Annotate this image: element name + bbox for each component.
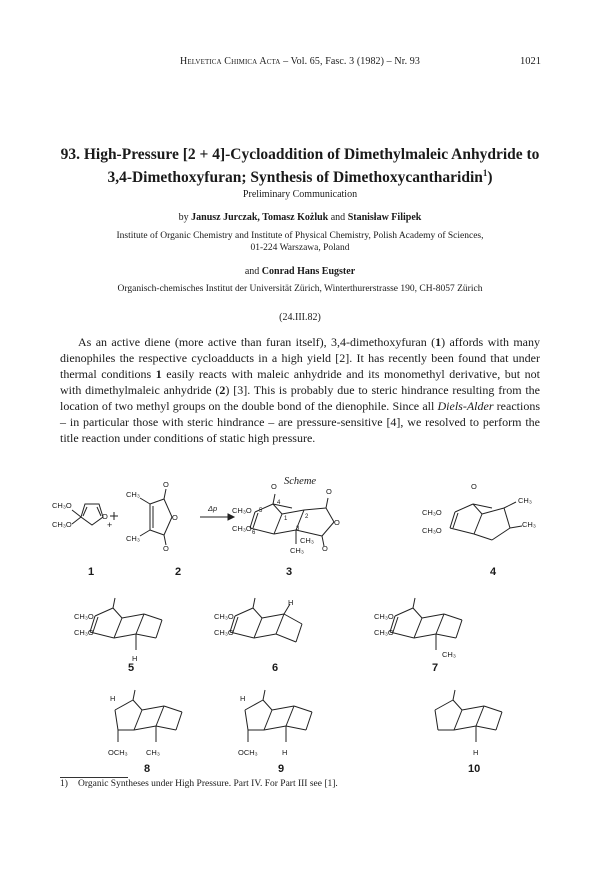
compound-label-1: 1 bbox=[88, 566, 95, 578]
author-names-1: Janusz Jurczak, Tomasz Kożluk bbox=[191, 212, 329, 223]
label-ch3: CH₃ bbox=[442, 650, 456, 659]
locant-2: 2 bbox=[305, 514, 309, 520]
scheme-label: Scheme bbox=[284, 476, 317, 487]
title-line-1: 93. High-Pressure [2 + 4]-Cycloaddition of Dimethylmaleic Anhydride to bbox=[60, 146, 540, 163]
label-h: H bbox=[110, 694, 116, 703]
label-ome: CH₃O bbox=[374, 628, 394, 637]
label-ch3: CH₃ bbox=[522, 520, 536, 529]
footnote-text: Organic Syntheses under High Pressure. Part IV. For Part III see [1]. bbox=[78, 779, 338, 789]
footnote-rule bbox=[60, 777, 128, 778]
label-o: O bbox=[102, 512, 108, 521]
label-ome: CH₃O bbox=[422, 508, 442, 517]
structure-3 bbox=[250, 494, 334, 546]
structure-7 bbox=[390, 598, 462, 650]
structure-9 bbox=[245, 690, 312, 742]
label-ome: CH₃O bbox=[74, 612, 94, 621]
structure-5 bbox=[90, 598, 162, 650]
label-ome: CH₃O bbox=[52, 520, 72, 529]
label-o: O bbox=[163, 544, 169, 553]
structure-1 bbox=[72, 504, 103, 525]
received-date: (24.III.82) bbox=[279, 312, 321, 323]
label-ch3: CH₃ bbox=[300, 536, 314, 545]
label-ch3: CH₃ bbox=[290, 546, 304, 555]
compound-label-3: 3 bbox=[286, 566, 293, 578]
article-title: 93. High-Pressure [2 + 4]-Cycloaddition of Dimethylmaleic Anhydride to 3,4-Dimethoxyfuran; Synthesis of Dimethoxycantharidin$^1$) bbox=[40, 145, 560, 187]
article-type: Preliminary Communication bbox=[242, 189, 358, 200]
journal-name: Helvetica Chimica Acta bbox=[180, 56, 281, 67]
label-ch3: CH₃ bbox=[126, 490, 140, 499]
affiliation-1: Institute of Organic Chemistry and Institute of Physical Chemistry, Polish Academy of Sciences, 01-224 Warszawa, Poland bbox=[116, 231, 484, 253]
label-o: O bbox=[322, 544, 328, 553]
compound-label-4: 4 bbox=[490, 566, 497, 578]
label-o: O bbox=[334, 518, 340, 527]
footnote bbox=[60, 779, 540, 789]
reaction-arrow bbox=[200, 514, 234, 520]
title-line-2: 3,4-Dimethoxyfuran; Synthesis of Dimethoxycantharidin bbox=[107, 169, 483, 187]
structure-4 bbox=[450, 502, 522, 540]
locant-6: 6 bbox=[252, 530, 256, 536]
label-h: H bbox=[132, 654, 138, 663]
label-o: O bbox=[172, 513, 178, 522]
label-ome: CH₃O bbox=[422, 526, 442, 535]
compound-label-5: 5 bbox=[128, 662, 135, 674]
locant-4: 4 bbox=[277, 500, 281, 506]
label-ch3: CH₃ bbox=[126, 534, 140, 543]
compound-label-7: 7 bbox=[432, 662, 439, 674]
author-names-2: Stanisław Filipek bbox=[347, 212, 422, 223]
label-ch3: CH₃ bbox=[146, 748, 160, 757]
compound-label-2: 2 bbox=[175, 566, 182, 578]
footnote-mark: 1) bbox=[60, 779, 68, 789]
label-ome: CH₃O bbox=[232, 506, 252, 515]
volume-issue: – Vol. 65, Fasc. 3 (1982) – Nr. 93 bbox=[283, 56, 420, 67]
locant-5: 5 bbox=[259, 508, 263, 514]
title-footnote-mark: 1 bbox=[482, 168, 488, 178]
label-h: H bbox=[473, 748, 479, 757]
label-o: O bbox=[271, 482, 277, 491]
label-h: H bbox=[240, 694, 246, 703]
structure-2 bbox=[140, 489, 172, 545]
page-number: 1021 bbox=[520, 56, 541, 67]
label-o: O bbox=[163, 480, 169, 489]
label-h: H bbox=[288, 598, 294, 607]
structure-10 bbox=[435, 690, 502, 742]
plus-sign: + bbox=[107, 520, 113, 530]
label-o: O bbox=[471, 482, 477, 491]
label-ch3: CH₃ bbox=[518, 496, 532, 505]
compound-label-9: 9 bbox=[278, 763, 285, 775]
scheme-drawing bbox=[60, 486, 550, 778]
affiliation-2: Organisch-chemisches Institut der Universität Zürich, Winterthurerstrasse 190, CH-8057 Zürich bbox=[117, 284, 483, 294]
label-h: H bbox=[282, 748, 288, 757]
label-ome: CH₃O bbox=[232, 524, 252, 533]
compound-label-10: 10 bbox=[468, 763, 481, 775]
compound-label-6: 6 bbox=[272, 662, 279, 674]
locant-3: 3 bbox=[296, 526, 300, 532]
label-och3: OCH₃ bbox=[238, 748, 258, 757]
byline-2: and Conrad Hans Eugster bbox=[244, 266, 356, 277]
label-ome: CH₃O bbox=[214, 628, 234, 637]
structure-8 bbox=[115, 690, 182, 742]
byline: by Janusz Jurczak, Tomasz Kożluk and Stanisław Filipek bbox=[178, 212, 422, 223]
body-paragraph: As an active diene (more active than furan itself), 3,4-dimethoxyfuran (1) affords with many dienophiles the respective cycloadducts in a high yield [2]. It has recently been found that under thermal conditions 1 easily reacts with maleic anhydride and its monomethyl derivative, but not with dimethylmaleic anhydride (2) [3]. This is probably due to steric hindrance resulting from the location of two methyl groups on the double bond of the dienophile. Since all Diels-Alder reactions – in particular those with steric hindrance – are pressure-sensitive [4], we resolved to perform the title reaction under conditions of static high pressure. bbox=[60, 335, 540, 445]
arrow-label: Δp bbox=[208, 504, 218, 513]
locant-1: 1 bbox=[284, 516, 288, 522]
label-ome: CH₃O bbox=[74, 628, 94, 637]
label-och3: OCH₃ bbox=[108, 748, 128, 757]
compound-label-8: 8 bbox=[144, 763, 151, 775]
label-ome: CH₃O bbox=[374, 612, 394, 621]
author-names-3: Conrad Hans Eugster bbox=[261, 266, 356, 277]
label-o: O bbox=[326, 487, 332, 496]
label-ome: CH₃O bbox=[214, 612, 234, 621]
label-ome: CH₃O bbox=[52, 501, 72, 510]
